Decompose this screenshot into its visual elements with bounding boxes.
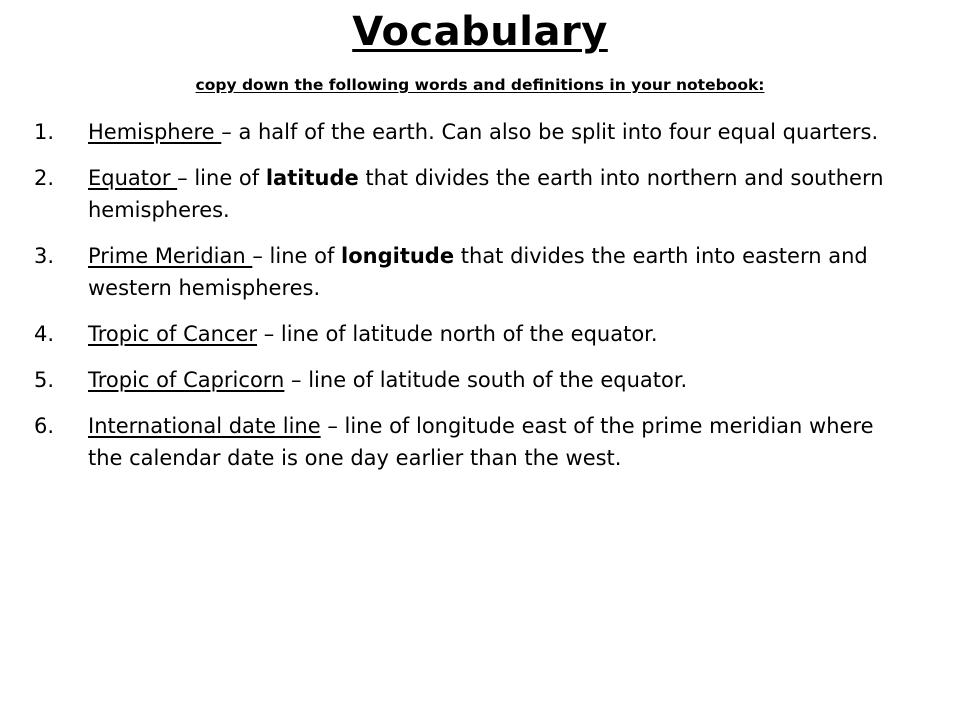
list-item [34, 318, 914, 350]
keyword-latitude: latitude [265, 166, 359, 190]
term-international-date-line: International date line [88, 414, 321, 438]
list-item [34, 116, 914, 148]
definition: – line of latitude south of the equator. [284, 368, 688, 392]
definition: – a half of the earth. Can also be split into four equal quarters. [221, 120, 879, 144]
item-number: 3. [34, 244, 55, 268]
term-tropic-of-capricorn: Tropic of Capricorn [88, 368, 285, 392]
list-item [34, 240, 914, 304]
list-item [34, 162, 914, 226]
term-prime-meridian: Prime Meridian [88, 244, 253, 268]
keyword-longitude: longitude [341, 244, 455, 268]
item-number: 1. [34, 120, 55, 144]
item-number: 6. [34, 414, 55, 438]
list-item [34, 364, 914, 396]
term-equator: Equator [88, 166, 178, 190]
definition-start: – line of [177, 166, 266, 190]
definition-end: that divides the earth into northern and southern hemispheres. [88, 166, 884, 222]
definition-start: – line of [252, 244, 342, 268]
item-number: 4. [34, 322, 55, 346]
definition: – line of latitude north of the equator. [257, 322, 658, 346]
item-number: 5. [34, 368, 55, 392]
definition: – line of longitude east of the prime meridian where the calendar date is one day earlier than the west. [88, 414, 874, 470]
list-item [34, 410, 914, 474]
page-subtitle: copy down the following words and definitions in your notebook: [195, 76, 765, 94]
definition-end: that divides the earth into eastern and western hemispheres. [88, 244, 868, 300]
item-number: 2. [34, 166, 55, 190]
vocabulary-list [34, 116, 914, 488]
term-tropic-of-cancer: Tropic of Cancer [88, 322, 258, 346]
term-hemisphere: Hemisphere [88, 120, 222, 144]
page-title: Vocabulary [352, 9, 608, 55]
